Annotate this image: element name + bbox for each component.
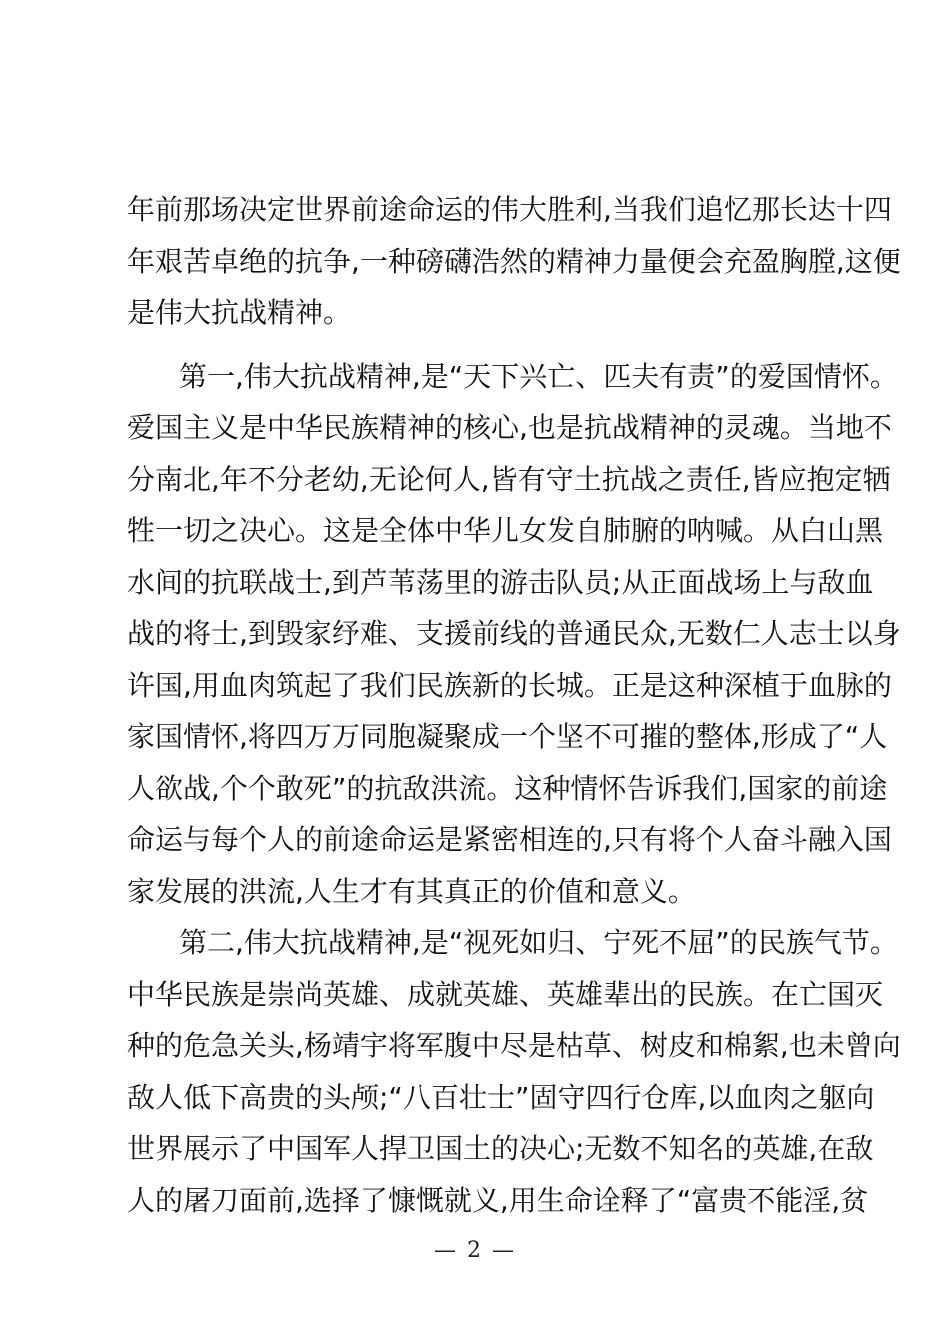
paragraph-first-line: 第二,伟大抗战精神,是“视死如归、宁死不屈”的民族气节。 (179, 926, 898, 959)
text-line: 爱国主义是中华民族精神的核心,也是抗战精神的灵魂。当地不 (127, 411, 892, 444)
paragraph-first-line: 第一,伟大抗战精神,是“天下兴亡、匹夫有责”的爱国情怀。 (179, 359, 898, 393)
text-line: 年艰苦卓绝的抗争,一种磅礴浩然的精神力量便会充盈胸膛,这便 (127, 244, 901, 278)
text-line: 是伟大抗战精神。 (127, 296, 352, 329)
text-line: 家发展的洪流,人生才有其真正的价值和意义。 (127, 874, 696, 908)
text-line: 家国情怀,将四万万同胞凝聚成一个坚不可摧的整体,形成了“人 (127, 720, 888, 753)
text-line: 种的危急关头,杨靖宇将军腹中尽是枯草、树皮和棉絮,也未曾向 (127, 1029, 901, 1062)
text-line: 人的屠刀面前,选择了慷慨就义,用生命诠释了“富贵不能淫,贫 (127, 1183, 869, 1217)
text-line: 人欲战,个个敢死”的抗敌洪流。这种情怀告诉我们,国家的前途 (127, 771, 888, 805)
text-line: 战的将士,到毁家纾难、支援前线的普通民众,无数仁人志士以身 (127, 617, 901, 650)
text-line: 水间的抗联战士,到芦苇荡里的游击队员;从正面战场上与敌血 (127, 565, 874, 599)
text-line: 分南北,年不分老幼,无论何人,皆有守土抗战之责任,皆应抱定牺 (127, 462, 891, 496)
text-line: 中华民族是崇尚英雄、成就英雄、英雄辈出的民族。在亡国灭 (127, 977, 884, 1011)
text-line: 年前那场决定世界前途命运的伟大胜利,当我们追忆那长达十四 (127, 193, 892, 226)
text-line: 许国,用血肉筑起了我们民族新的长城。正是这种深植于血脉的 (127, 668, 892, 702)
text-line: 命运与每个人的前途命运是紧密相连的,只有将个人奋斗融入国 (127, 823, 892, 856)
text-line: 牲一切之决心。这是全体中华儿女发自肺腑的呐喊。从白山黑 (127, 514, 884, 547)
text-line: 世界展示了中国军人捍卫国土的决心;无数不知名的英雄,在敌 (127, 1132, 874, 1165)
page-number: — 2 — (434, 1238, 516, 1263)
body-text (127, 184, 901, 1226)
text-line: 敌人低下高贵的头颅;“八百壮士”固守四行仓库,以血肉之躯向 (127, 1080, 875, 1114)
